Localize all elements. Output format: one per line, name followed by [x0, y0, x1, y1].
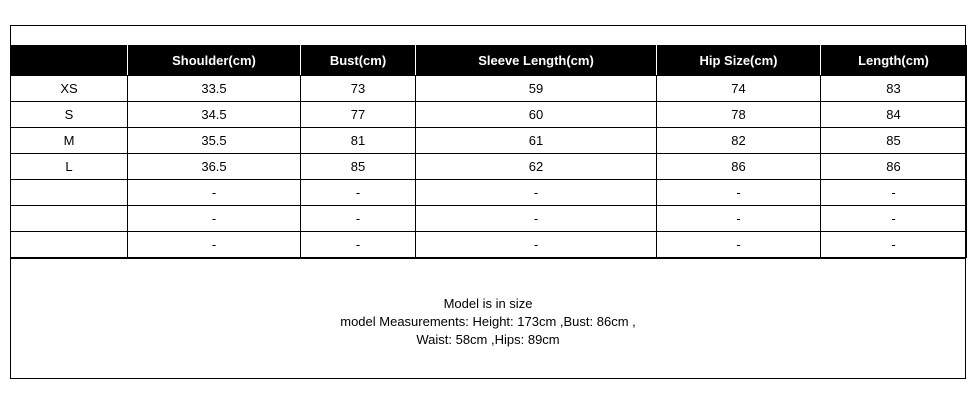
header-row	[11, 46, 967, 76]
header-sleeve-length: Sleeve Length(cm)	[416, 46, 657, 76]
shoulder-cell: 34.5	[128, 102, 301, 128]
header-bust: Bust(cm)	[301, 46, 416, 76]
table-row	[11, 102, 967, 128]
length-cell: -	[821, 180, 967, 206]
shoulder-cell: 33.5	[128, 76, 301, 102]
table-row	[11, 76, 967, 102]
size-cell: L	[11, 154, 128, 180]
hip-cell: -	[657, 180, 821, 206]
size-chart-table	[10, 45, 967, 258]
bust-cell: 73	[301, 76, 416, 102]
sleeve-cell: 62	[416, 154, 657, 180]
sleeve-cell: 59	[416, 76, 657, 102]
hip-cell: 86	[657, 154, 821, 180]
table-row	[11, 232, 967, 258]
length-cell: 83	[821, 76, 967, 102]
length-cell: -	[821, 206, 967, 232]
size-cell: M	[11, 128, 128, 154]
bust-cell: -	[301, 232, 416, 258]
sleeve-cell: -	[416, 180, 657, 206]
model-size-text: Model is in size	[443, 296, 533, 311]
sleeve-cell: -	[416, 232, 657, 258]
bust-cell: -	[301, 206, 416, 232]
hip-cell: 74	[657, 76, 821, 102]
size-cell: S	[11, 102, 128, 128]
model-measurements-note	[10, 258, 966, 379]
shoulder-cell: 35.5	[128, 128, 301, 154]
table-row	[11, 128, 967, 154]
shoulder-cell: -	[128, 206, 301, 232]
hip-cell: -	[657, 206, 821, 232]
bust-cell: 85	[301, 154, 416, 180]
sleeve-cell: 61	[416, 128, 657, 154]
size-cell: XS	[11, 76, 128, 102]
shoulder-cell: -	[128, 180, 301, 206]
shoulder-cell: -	[128, 232, 301, 258]
length-cell: -	[821, 232, 967, 258]
header-shoulder: Shoulder(cm)	[128, 46, 301, 76]
header-length: Length(cm)	[821, 46, 967, 76]
hip-cell: 82	[657, 128, 821, 154]
length-cell: 84	[821, 102, 967, 128]
sleeve-cell: 60	[416, 102, 657, 128]
model-waist-hips-text: Waist: 58cm ,Hips: 89cm	[416, 332, 560, 347]
bust-cell: 77	[301, 102, 416, 128]
length-cell: 85	[821, 128, 967, 154]
size-cell	[11, 232, 128, 258]
table-row	[11, 206, 967, 232]
hip-cell: -	[657, 232, 821, 258]
table-row	[11, 180, 967, 206]
header-hip-size: Hip Size(cm)	[657, 46, 821, 76]
shoulder-cell: 36.5	[128, 154, 301, 180]
bust-cell: -	[301, 180, 416, 206]
header-size	[11, 46, 128, 76]
sleeve-cell: -	[416, 206, 657, 232]
hip-cell: 78	[657, 102, 821, 128]
size-cell	[11, 180, 128, 206]
length-cell: 86	[821, 154, 967, 180]
model-measurements-text: model Measurements: Height: 173cm ,Bust: 86cm ,	[340, 314, 636, 329]
bust-cell: 81	[301, 128, 416, 154]
size-cell	[11, 206, 128, 232]
table-row	[11, 154, 967, 180]
